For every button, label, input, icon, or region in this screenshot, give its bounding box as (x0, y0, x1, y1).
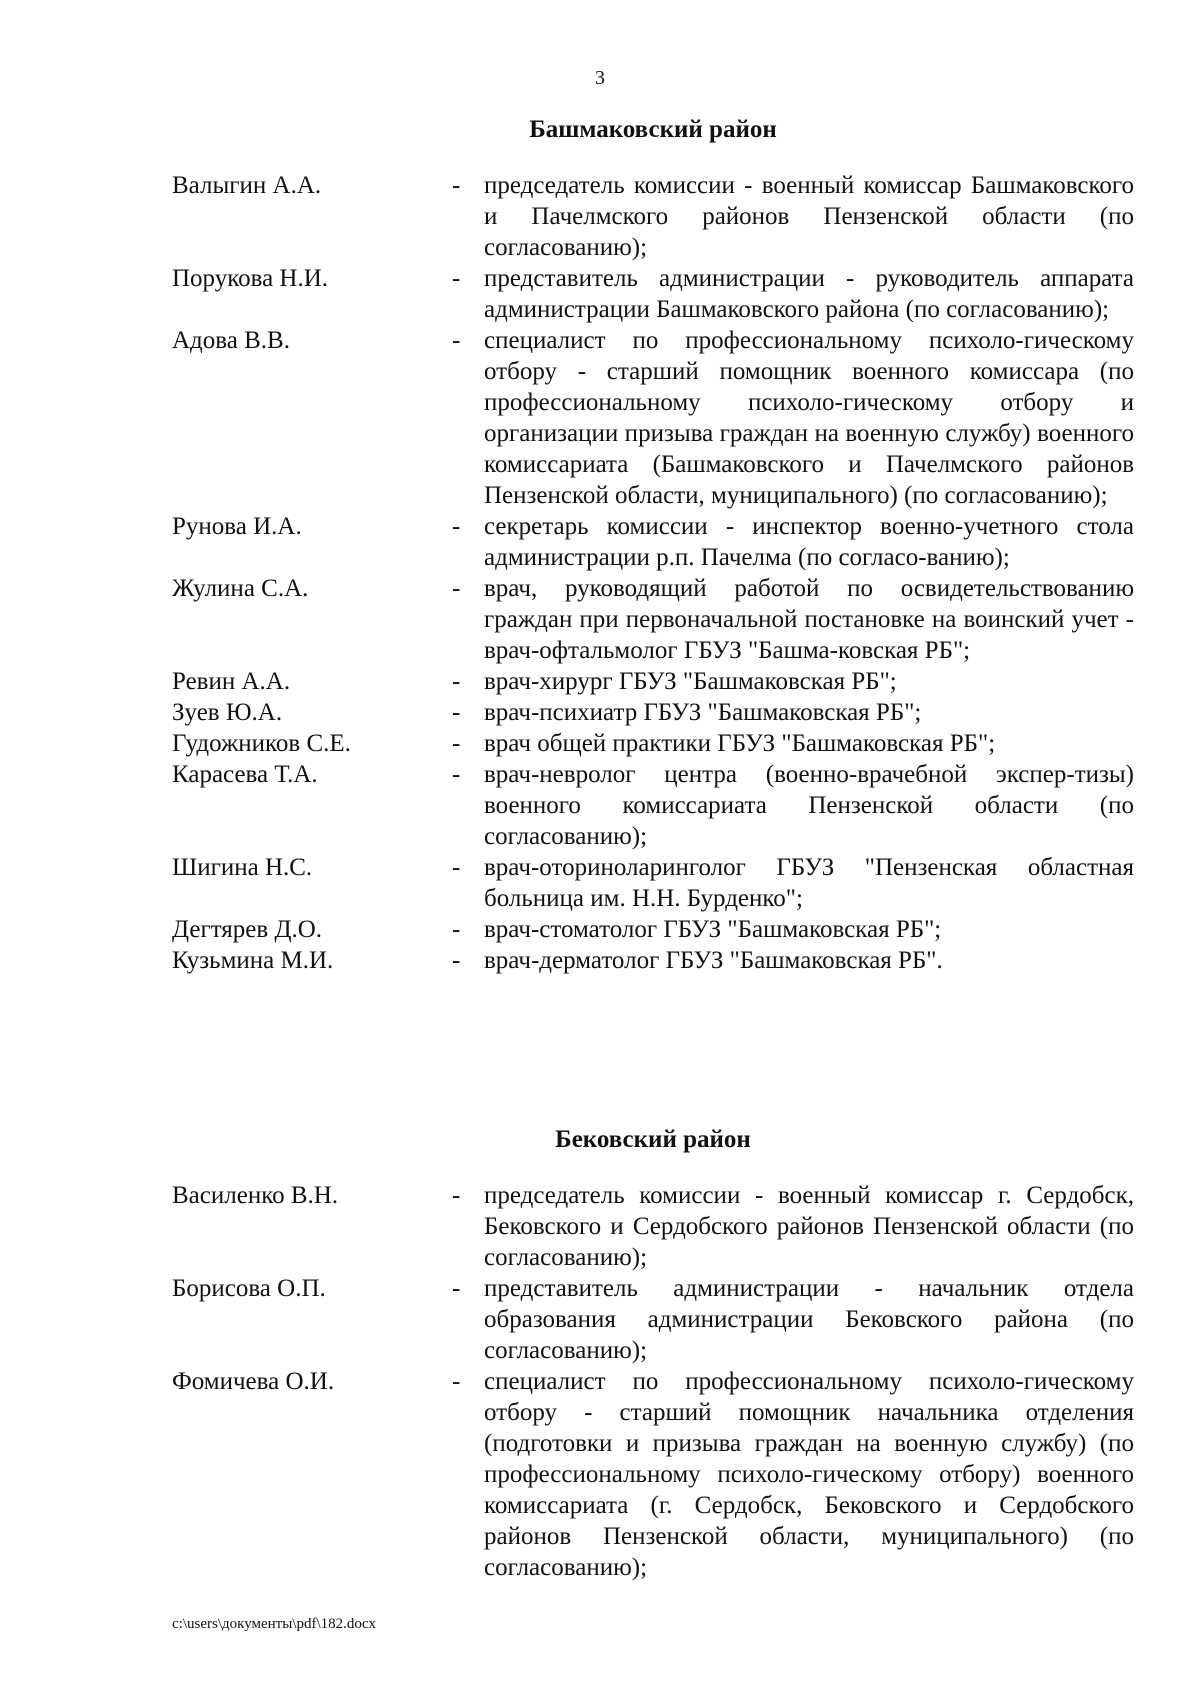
member-role: врач-психиатр ГБУЗ "Башмаковская РБ"; (484, 699, 922, 726)
member-row (172, 1273, 1134, 1366)
member-list (172, 1180, 1134, 1583)
footer-file-path: c:\users\документы\pdf\182.docx (172, 1616, 377, 1632)
member-name: Дегтярев Д.О. (172, 916, 323, 943)
section-bashmakovsky (172, 114, 1134, 976)
member-dash: - (452, 947, 461, 974)
member-name: Карасева Т.А. (172, 761, 318, 788)
member-dash: - (452, 916, 461, 943)
member-role: врач-дерматолог ГБУЗ "Башмаковская РБ". (484, 947, 943, 974)
member-row (172, 666, 1134, 697)
member-name: Василенко В.Н. (172, 1182, 339, 1209)
member-row (172, 511, 1134, 573)
member-dash: - (452, 854, 461, 881)
member-role: врач общей практики ГБУЗ "Башмаковская РБ"; (484, 730, 996, 757)
member-name: Шигина Н.С. (172, 854, 313, 881)
member-dash: - (452, 668, 461, 695)
member-row (172, 945, 1134, 976)
page-number: 3 (595, 67, 605, 89)
member-role: председатель комиссии - военный комиссар Башмаковского и Пачелмского районов Пензенской области (по согласованию); (484, 172, 1134, 261)
member-role: представитель администрации - руководитель аппарата администрации Башмаковского района (по согласованию); (484, 265, 1134, 323)
member-dash: - (452, 172, 461, 199)
member-row (172, 325, 1134, 511)
member-name: Зуев Ю.А. (172, 699, 283, 726)
member-role: председатель комиссии - военный комиссар г. Сердобск, Бековского и Сердобского районов Пензенской области (по согласованию); (484, 1182, 1134, 1271)
member-dash: - (452, 761, 461, 788)
member-role: врач-невролог центра (военно-врачебной экспер-тизы) военного комиссариата Пензенской области (по согласованию); (484, 761, 1134, 850)
member-dash: - (452, 513, 461, 540)
member-name: Валыгин А.А. (172, 172, 322, 199)
member-row (172, 759, 1134, 852)
member-dash: - (452, 575, 461, 602)
member-row (172, 263, 1134, 325)
member-role: представитель администрации - начальник отдела образования администрации Бековского района (по согласованию); (484, 1275, 1134, 1364)
section-title: Башмаковский район (529, 116, 777, 143)
member-name: Ревин А.А. (172, 668, 291, 695)
member-dash: - (452, 327, 461, 354)
section-title: Бековский район (555, 1126, 751, 1153)
member-name: Гудожников С.Е. (172, 730, 351, 757)
section-bekovsky (172, 1124, 1134, 1583)
member-role: специалист по профессиональному психоло-гическому отбору - старший помощник начальника отделения (подготовки и призыва граждан на военную службу) (по профессиональному психоло-гическому отбору) военного комиссариата (г. Сердобск, Бековского и Сердобского районов Пензенской области, муниципального) (по согласованию); (484, 1368, 1134, 1581)
member-role: специалист по профессиональному психоло-гическому отбору - старший помощник военного комиссара (по профессиональному психоло-гическому отбору и организации призыва граждан на военную службу) военного комиссариата (Башмаковского и Пачелмского районов Пензенской области, муниципального) (по согласованию); (484, 327, 1134, 509)
member-name: Фомичева О.И. (172, 1368, 335, 1395)
member-list (172, 170, 1134, 976)
member-name: Борисова О.П. (172, 1275, 326, 1302)
member-row (172, 1366, 1134, 1583)
member-name: Порукова Н.И. (172, 265, 329, 292)
member-dash: - (452, 1182, 461, 1209)
member-row (172, 573, 1134, 666)
member-row (172, 852, 1134, 914)
member-name: Кузьмина М.И. (172, 947, 334, 974)
member-row (172, 728, 1134, 759)
member-role: секретарь комиссии - инспектор военно-учетного стола администрации р.п. Пачелма (по согласо-ванию); (484, 513, 1134, 571)
member-dash: - (452, 699, 461, 726)
member-role: врач-хирург ГБУЗ "Башмаковская РБ"; (484, 668, 897, 695)
member-dash: - (452, 1368, 461, 1395)
member-role: врач-оториноларинголог ГБУЗ "Пензенская областная больница им. Н.Н. Бурденко"; (484, 854, 1134, 912)
member-dash: - (452, 1275, 461, 1302)
member-dash: - (452, 265, 461, 292)
member-name: Рунова И.А. (172, 513, 302, 540)
member-row (172, 170, 1134, 263)
member-name: Жулина С.А. (172, 575, 309, 602)
member-dash: - (452, 730, 461, 757)
member-row (172, 914, 1134, 945)
member-role: врач, руководящий работой по освидетельствованию граждан при первоначальной постановке на воинский учет - врач-офтальмолог ГБУЗ "Башма-ковская РБ"; (484, 575, 1134, 664)
member-row (172, 1180, 1134, 1273)
member-role: врач-стоматолог ГБУЗ "Башмаковская РБ"; (484, 916, 942, 943)
member-row (172, 697, 1134, 728)
member-name: Адова В.В. (172, 327, 290, 354)
